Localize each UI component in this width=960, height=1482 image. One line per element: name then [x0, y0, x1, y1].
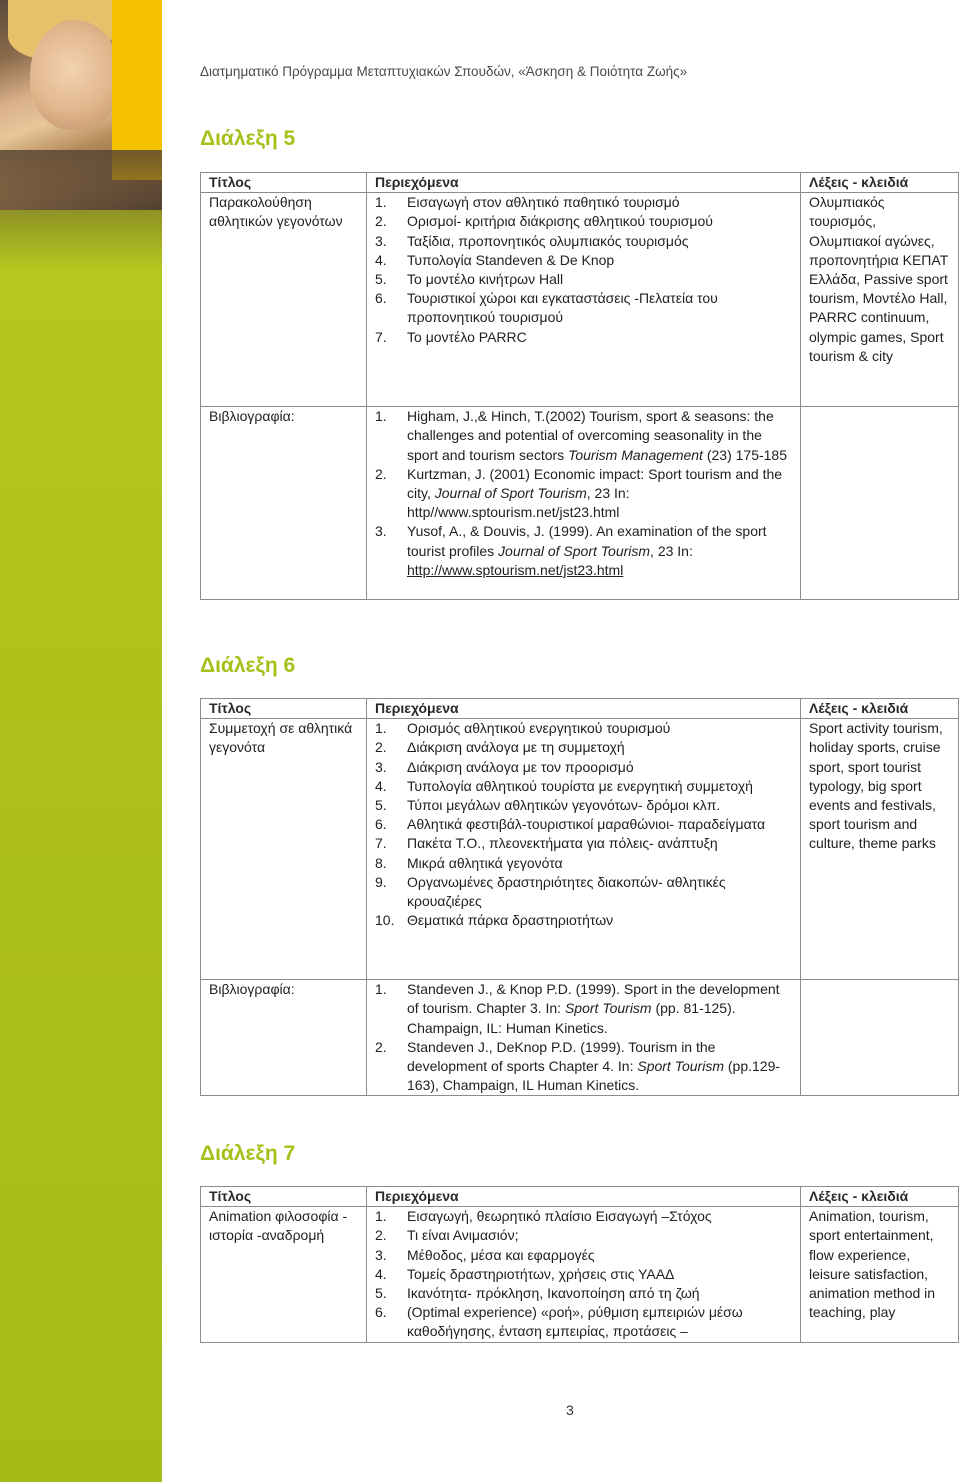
col-title-header: Τίτλος [201, 173, 367, 193]
list-item [375, 328, 792, 347]
item-text: (Optimal experience) «ροή», ρύθμιση εμπειριών μέσω καθοδήγησης, ένταση εμπειρίας, προτάσεις – [407, 1304, 743, 1340]
item-text: Τύποι μεγάλων αθλητικών γεγονότων- δρόμοι κλπ. [407, 797, 721, 814]
item-text: Το μοντέλο PARRC [407, 328, 527, 345]
item-number: 4. [375, 1265, 387, 1282]
item-number: 2. [375, 213, 387, 230]
item-number: 6. [375, 1304, 387, 1321]
contents-cell [367, 719, 801, 980]
item-number: 4. [375, 777, 387, 794]
item-text: Μέθοδος, μέσα και εφαρμογές [407, 1246, 595, 1263]
bibliography-link[interactable]: http://www.sptourism.net/jst23.html [407, 561, 624, 578]
table-row [201, 193, 959, 407]
col-contents-header: Περιεχόμενα [367, 173, 801, 193]
lecture-heading: Διάλεξη 7 [200, 1142, 296, 1165]
list-item [375, 911, 792, 930]
lecture-table [200, 698, 959, 1096]
item-number: 6. [375, 290, 387, 307]
bibliography-text: Standeven J., & Knop P.D. (1999). Sport in the development of tourism. Chapter 3. In: Sport Tourism (pp. 81-125). Champaign, IL: Human Kinetics. [407, 981, 780, 1036]
lecture-title-cell: Παρακολούθηση αθλητικών γεγονότων [201, 193, 367, 407]
item-text: Θεματικά πάρκα δραστηριοτήτων [407, 912, 614, 929]
lecture-title-cell: Συμμετοχή σε αθλητικά γεγονότα [201, 719, 367, 980]
item-text: Ικανότητα- πρόκληση, Ικανοποίηση από τη ζωή [407, 1285, 700, 1302]
list-item [375, 289, 792, 327]
item-text: Ορισμοί- κριτήρια διάκρισης αθλητικού τουρισμού [407, 213, 713, 230]
list-item [375, 777, 792, 796]
col-contents-header: Περιεχόμενα [367, 1187, 801, 1207]
item-text: Ταξίδια, προπονητικός ολυμπιακός τουρισμός [407, 232, 689, 249]
item-number: 1. [375, 194, 387, 211]
list-item [375, 232, 792, 251]
publication-title: Journal of Sport Tourism [434, 485, 587, 502]
bibliography-entry [375, 980, 792, 1038]
list-item [375, 738, 792, 757]
bibliography-entry [375, 407, 792, 465]
list-item [375, 1226, 792, 1245]
bibliography-text: Yusof, A., & Douvis, J. (1999). An examination of the sport tourist profiles Journal of Sport Tourism, 23 In: http://www.sptourism.net/jst23.html [407, 523, 767, 578]
list-item [375, 834, 792, 853]
item-number: 2. [375, 739, 387, 756]
bibliography-label: Βιβλιογραφία: [201, 980, 367, 1096]
item-number: 3. [375, 758, 387, 775]
list-item [375, 1284, 792, 1303]
col-title-header: Τίτλος [201, 1187, 367, 1207]
list-item [375, 193, 792, 212]
list-item [375, 796, 792, 815]
item-number: 1. [375, 981, 387, 998]
keywords-cell: Sport activity tourism, holiday sports, cruise sport, sport tourist typology, big sport events and festivals, sport tourism and culture, theme parks [801, 719, 959, 980]
item-text: Οργανωμένες δραστηριότητες διακοπών- αθλητικές κρουαζιέρες [407, 873, 726, 910]
item-number: 8. [375, 854, 387, 871]
list-item [375, 815, 792, 834]
col-title-header: Τίτλος [201, 699, 367, 719]
bibliography-cell [367, 980, 801, 1096]
item-text: Τυπολογία Standeven & De Knop [407, 251, 615, 268]
list-item [375, 1265, 792, 1284]
list-item [375, 873, 792, 911]
item-number: 7. [375, 328, 387, 345]
item-number: 3. [375, 1246, 387, 1263]
item-text: Το μοντέλο κινήτρων Hall [407, 271, 564, 288]
item-text: Εισαγωγή στον αθλητικό παθητικό τουρισμό [407, 194, 680, 211]
list-item [375, 251, 792, 270]
item-number: 7. [375, 835, 387, 852]
item-number: 3. [375, 523, 387, 540]
list-item [375, 270, 792, 289]
photo-face [30, 20, 120, 130]
lecture-title-cell: Animation φιλοσοφία - ιστορία -αναδρομή [201, 1207, 367, 1342]
item-number: 1. [375, 720, 387, 737]
bibliography-entry [375, 522, 792, 580]
photo-fade [0, 150, 162, 270]
item-number: 1. [375, 1208, 387, 1225]
item-text: Τομείς δραστηριοτήτων, χρήσεις στις ΥΑΑΔ [407, 1265, 675, 1282]
contents-cell [367, 193, 801, 407]
page-header: Διατμηματικό Πρόγραμμα Μεταπτυχιακών Σπουδών, «Άσκηση & Ποιότητα Ζωής» [200, 64, 688, 79]
item-number: 5. [375, 797, 387, 814]
empty-cell [801, 407, 959, 600]
keywords-cell: Animation, tourism, sport entertainment, flow experience, leisure satisfaction, animation method in teaching, play [801, 1207, 959, 1342]
list-item [375, 212, 792, 231]
list-item [375, 854, 792, 873]
page-number: 3 [566, 1402, 574, 1418]
list-item [375, 1246, 792, 1265]
empty-cell [801, 980, 959, 1096]
item-number: 2. [375, 1227, 387, 1244]
lecture-heading: Διάλεξη 6 [200, 654, 296, 677]
item-text: Διάκριση ανάλογα με τον προορισμό [407, 758, 634, 775]
item-text: Ορισμός αθλητικού ενεργητικού τουρισμού [407, 720, 671, 737]
col-keywords-header: Λέξεις - κλειδιά [801, 1187, 959, 1207]
item-text: Διάκριση ανάλογα με τη συμμετοχή [407, 739, 625, 756]
item-number: 5. [375, 1285, 387, 1302]
bibliography-row [201, 980, 959, 1096]
list-item [375, 1207, 792, 1226]
item-number: 10. [375, 912, 395, 929]
item-text: Τυπολογία αθλητικού τουρίστα με ενεργητική συμμετοχή [407, 777, 753, 794]
bibliography-entry [375, 1038, 792, 1096]
table-header-row [201, 1187, 959, 1207]
bibliography-text: Standeven J., DeKnop P.D. (1999). Tourism in the development of sports Chapter 4. In: Sport Tourism (pp.129-163), Champaign, IL Human Kinetics. [407, 1038, 781, 1094]
item-text: Μικρά αθλητικά γεγονότα [407, 854, 563, 871]
table-header-row [201, 173, 959, 193]
item-number: 2. [375, 1038, 387, 1055]
item-number: 4. [375, 251, 387, 268]
bibliography-text: Kurtzman, J. (2001) Economic impact: Sport tourism and the city, Journal of Sport Tourism, 23 In: http//www.sptourism.net/jst23.html [407, 465, 783, 521]
table-row [201, 1207, 959, 1342]
keywords-cell: Ολυμπιακός τουρισμός, Ολυμπιακοί αγώνες, προπονητήρια ΚΕΠΑΤ Ελλάδα, Passive sport tourism, Μοντέλο Hall, PARRC continuum, olympic games, Sport tourism & city [801, 193, 959, 407]
item-number: 6. [375, 816, 387, 833]
item-number: 3. [375, 232, 387, 249]
col-keywords-header: Λέξεις - κλειδιά [801, 173, 959, 193]
lecture-table [200, 1186, 959, 1343]
item-text: Τουριστικοί χώροι και εγκαταστάσεις -Πελατεία του προπονητικού τουρισμού [407, 290, 718, 326]
table-header-row [201, 699, 959, 719]
list-item [375, 1303, 792, 1341]
item-number: 9. [375, 873, 387, 890]
bibliography-entry [375, 465, 792, 523]
item-number: 1. [375, 408, 387, 425]
publication-title: Tourism Management [568, 446, 703, 463]
col-contents-header: Περιεχόμενα [367, 699, 801, 719]
col-keywords-header: Λέξεις - κλειδιά [801, 699, 959, 719]
publication-title: Journal of Sport Tourism [498, 542, 651, 559]
contents-cell [367, 1207, 801, 1342]
bibliography-cell [367, 407, 801, 600]
item-number: 5. [375, 271, 387, 288]
item-text: Αθλητικά φεστιβάλ-τουριστικοί μαραθώνιοι- παραδείγματα [407, 816, 766, 833]
item-text: Τι είναι Ανιμασιόν; [407, 1227, 519, 1244]
item-text: Εισαγωγή, θεωρητικό πλαίσιο Εισαγωγή –Στόχος [407, 1208, 712, 1225]
bibliography-text: Higham, J.,& Hinch, T.(2002) Tourism, sport & seasons: the challenges and potential of overcoming seasonality in the sport and tourism sectors Tourism Management (23) 175-185 [407, 408, 788, 463]
bibliography-row [201, 407, 959, 600]
publication-title: Sport Tourism [564, 1000, 652, 1017]
lecture-table [200, 172, 959, 600]
item-number: 2. [375, 465, 387, 482]
table-row [201, 719, 959, 980]
lecture-heading: Διάλεξη 5 [200, 127, 296, 150]
bibliography-label: Βιβλιογραφία: [201, 407, 367, 600]
list-item [375, 758, 792, 777]
publication-title: Sport Tourism [637, 1058, 724, 1075]
item-text: Πακέτα Τ.Ο., πλεονεκτήματα για πόλεις- ανάπτυξη [407, 835, 718, 852]
list-item [375, 719, 792, 738]
